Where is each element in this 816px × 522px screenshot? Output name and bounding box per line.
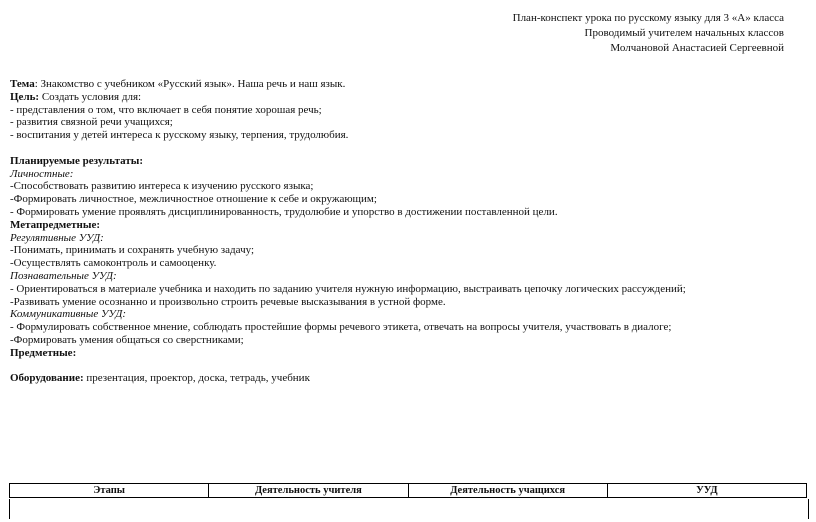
personal-item: - Формировать умение проявлять дисциплинированность, трудолюбие и упорство в достижении поставленной цели. (10, 205, 558, 218)
meta-heading: Метапредметные: (10, 218, 101, 231)
goal-line (10, 91, 800, 104)
table-header-row (10, 484, 807, 498)
regulatory-item: -Понимать, принимать и сохранять учебную задачу; (10, 244, 255, 257)
communicative-item: - Формулировать собственное мнение, соблюдать простейшие формы речевого этикета, отвечать на вопросы учителя, участвовать в диалоге; (10, 321, 672, 334)
table-header-cell: Деятельность учащихся (408, 484, 607, 498)
cognitive-item: -Развивать умение осознанно и произвольно строить речевые высказывания в устной форме. (10, 295, 446, 308)
goal-item: - представления о том, что включает в себя понятие хорошая речь; (10, 103, 322, 116)
cognitive-heading: Познавательные УУД: (10, 269, 117, 282)
results-heading: Планируемые результаты: (10, 154, 144, 167)
topic-text: : Знакомство с учебником «Русский язык». Наша речь и наш язык. (34, 78, 346, 90)
table-header-cell: Деятельность учителя (209, 484, 408, 498)
goal-text: Создать условия для: (39, 90, 142, 103)
table-header-cell: Этапы (10, 484, 209, 498)
personal-item: -Формировать личностное, межличностное отношение к себе и окружающим; (10, 193, 377, 206)
goal-item: - развития связной речи учащихся; (10, 116, 173, 129)
goal-item: - воспитания у детей интереса к русскому языку, терпения, трудолюбия. (10, 129, 349, 142)
equipment-line (10, 372, 800, 385)
equipment-label: Оборудование: (10, 372, 84, 385)
cognitive-item: - Ориентироваться в материале учебника и находить по заданию учителя нужную информацию, выстраивать цепочку логических рассуждений; (10, 282, 686, 295)
personal-item: -Способствовать развитию интереса к изучению русского языка; (10, 180, 314, 193)
topic-label: Тема (10, 78, 35, 90)
personal-heading: Личностные: (10, 167, 74, 180)
header-line-3: Молчановой Анастасией Сергеевной (610, 42, 784, 54)
table-body-area (9, 499, 809, 519)
document-header (513, 11, 784, 56)
subject-heading: Предметные: (10, 346, 77, 359)
table-header-cell: УУД (607, 484, 806, 498)
regulatory-heading: Регулятивные УУД: (10, 231, 104, 244)
communicative-item: -Формировать умения общаться со сверстниками; (10, 333, 244, 346)
header-line-1: План-конспект урока по русскому языку для 3 «А» класса (512, 12, 784, 24)
equipment-text: презентация, проектор, доска, тетрадь, учебник (83, 372, 310, 385)
header-line-2: Проводимый учителем начальных классов (584, 27, 784, 39)
lesson-plan-body (10, 78, 800, 385)
goal-label: Цель: (10, 90, 40, 103)
regulatory-item: -Осуществлять самоконтроль и самооценку. (10, 257, 217, 270)
communicative-heading: Коммуникативные УУД: (10, 308, 126, 321)
lesson-stages-table (9, 483, 807, 498)
topic-line (10, 78, 800, 91)
